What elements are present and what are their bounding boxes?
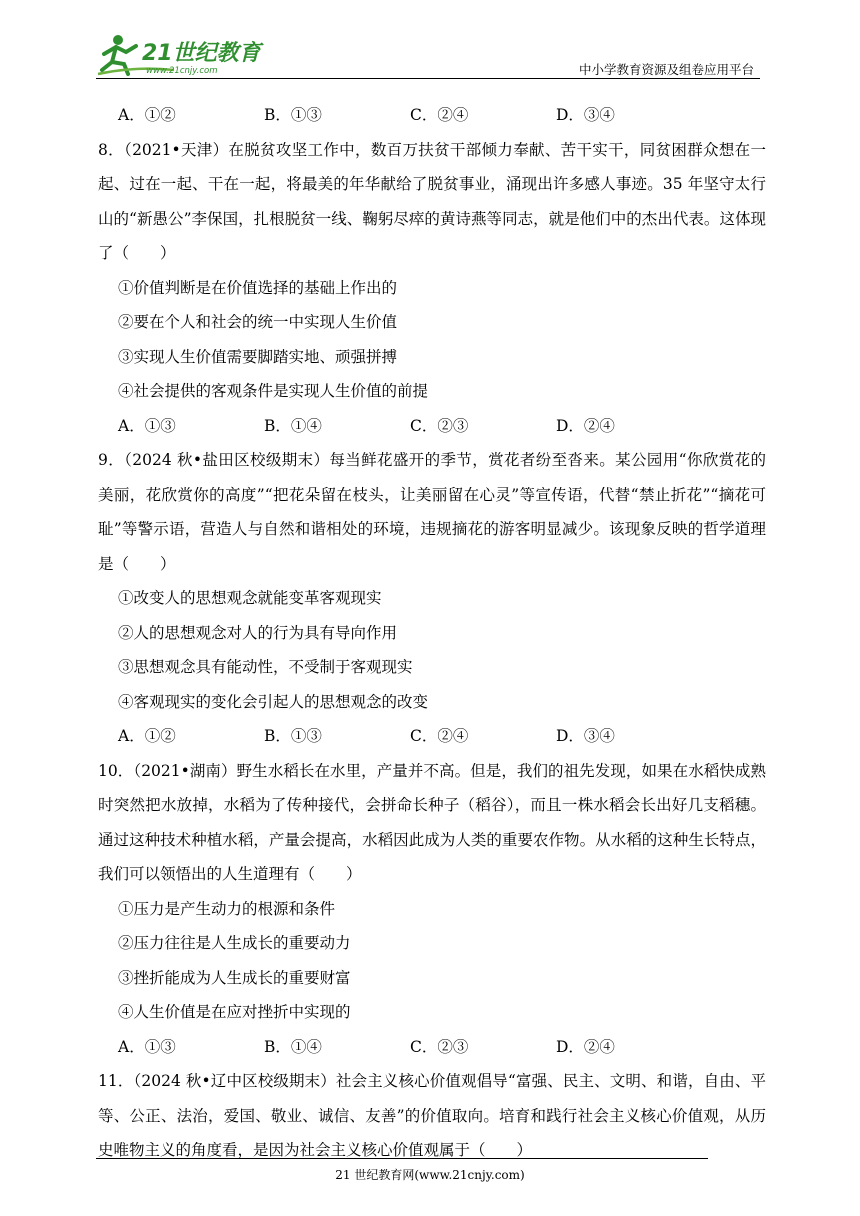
option-4: ④客观现实的变化会引起人的思想观念的改变 bbox=[118, 692, 429, 711]
question-8 bbox=[98, 133, 766, 444]
choice-a: A．①③ bbox=[118, 416, 176, 435]
choice-d: D．②④ bbox=[556, 416, 615, 435]
choice-b: B．①④ bbox=[264, 416, 322, 435]
option-2: ②要在个人和社会的统一中实现人生价值 bbox=[118, 313, 398, 331]
site-logo bbox=[96, 30, 266, 80]
answer-choices bbox=[98, 1030, 766, 1065]
header-divider bbox=[96, 78, 760, 79]
question-stem: 10．（2021•湖南）野生水稻长在水里，产量并不高。但是，我们的祖先发现，如果在水稻快成熟时突然把水放掉，水稻为了传种接代，会拼命长种子（稻谷），而且一株水稻会长出好几支稻穗。通过这种技术种植水稻，产量会提高，水稻因此成为人类的重要农作物。从水稻的这种生长特点，我们可以领悟出的人生道理有（ ） bbox=[98, 761, 766, 883]
option-3: ③思想观念具有能动性，不受制于客观现实 bbox=[118, 658, 413, 676]
page-footer: 21 世纪教育网(www.21cnjy.com) bbox=[335, 1168, 525, 1182]
question-10 bbox=[98, 754, 766, 1065]
answer-choices-q7 bbox=[98, 98, 766, 133]
option-3: ③实现人生价值需要脚踏实地、顽强拼搏 bbox=[118, 347, 398, 366]
question-stem: 8．（2021•天津）在脱贫攻坚工作中，数百万扶贫干部倾力奉献、苦干实干，同贫困群众想在一起、过在一起、干在一起，将最美的年华献给了脱贫事业，涌现出许多感人事迹。35 年坚守太行山的“新愚公”李保国，扎根脱贫一线、鞠躬尽瘁的黄诗燕等同志，就是他们中的杰出代表。这体现了（ ） bbox=[98, 140, 766, 262]
choice-d: D．③④ bbox=[556, 106, 615, 124]
choice-c: C．②③ bbox=[410, 1037, 469, 1056]
choice-d: D．③④ bbox=[556, 727, 615, 745]
choice-b: B．①③ bbox=[264, 106, 322, 124]
answer-choices bbox=[98, 719, 766, 754]
question-stem: 9．（2024 秋•盐田区校级期末）每当鲜花盛开的季节，赏花者纷至沓来。某公园用“你欣赏花的美丽，花欣赏你的高度”“把花朵留在枝头，让美丽留在心灵”等宣传语，代替“禁止折花”“摘花可耻”等警示语，营造人与自然和谐相处的环境，违规摘花的游客明显减少。该现象反映的哲学道理是（ ） bbox=[98, 451, 766, 573]
choice-d: D．②④ bbox=[556, 1037, 615, 1056]
option-4: ④人生价值是在应对挫折中实现的 bbox=[118, 1003, 351, 1021]
option-2: ②人的思想观念对人的行为具有导向作用 bbox=[118, 623, 398, 642]
choice-a: A．①② bbox=[118, 106, 176, 124]
question-stem: 11．（2024 秋•辽中区校级期末）社会主义核心价值观倡导“富强、民主、文明、和谐，自由、平等、公正、法治，爱国、敬业、诚信、友善”的价值取向。培育和践行社会主义核心价值观，从历史唯物主义的角度看，是因为社会主义核心价值观属于（ ） bbox=[98, 1072, 766, 1159]
svg-text:www.21cnjy.com: www.21cnjy.com bbox=[146, 66, 218, 76]
option-1: ①压力是产生动力的根源和条件 bbox=[118, 899, 336, 918]
choice-c: C．②③ bbox=[410, 416, 469, 435]
choice-a: A．①③ bbox=[118, 1037, 176, 1056]
choice-b: B．①③ bbox=[264, 727, 322, 745]
choice-a: A．①② bbox=[118, 727, 176, 745]
choice-b: B．①④ bbox=[264, 1037, 322, 1056]
option-1: ①改变人的思想观念就能变革客观现实 bbox=[118, 589, 382, 607]
question-list bbox=[98, 98, 766, 1168]
runner-logo-icon bbox=[96, 30, 266, 80]
choice-c: C．②④ bbox=[410, 106, 469, 124]
page-header bbox=[96, 30, 760, 80]
option-4: ④社会提供的客观条件是实现人生价值的前提 bbox=[118, 382, 429, 400]
option-3: ③挫折能成为人生成长的重要财富 bbox=[118, 968, 351, 987]
platform-name: 中小学教育资源及组卷应用平台 bbox=[578, 62, 754, 77]
footer-divider bbox=[96, 1158, 708, 1159]
answer-choices bbox=[98, 409, 766, 444]
option-2: ②压力往往是人生成长的重要动力 bbox=[118, 934, 351, 952]
svg-text:21世纪教育: 21世纪教育 bbox=[142, 41, 261, 66]
option-1: ①价值判断是在价值选择的基础上作出的 bbox=[118, 278, 398, 297]
choice-c: C．②④ bbox=[410, 727, 469, 745]
question-11 bbox=[98, 1064, 766, 1168]
question-9 bbox=[98, 443, 766, 754]
